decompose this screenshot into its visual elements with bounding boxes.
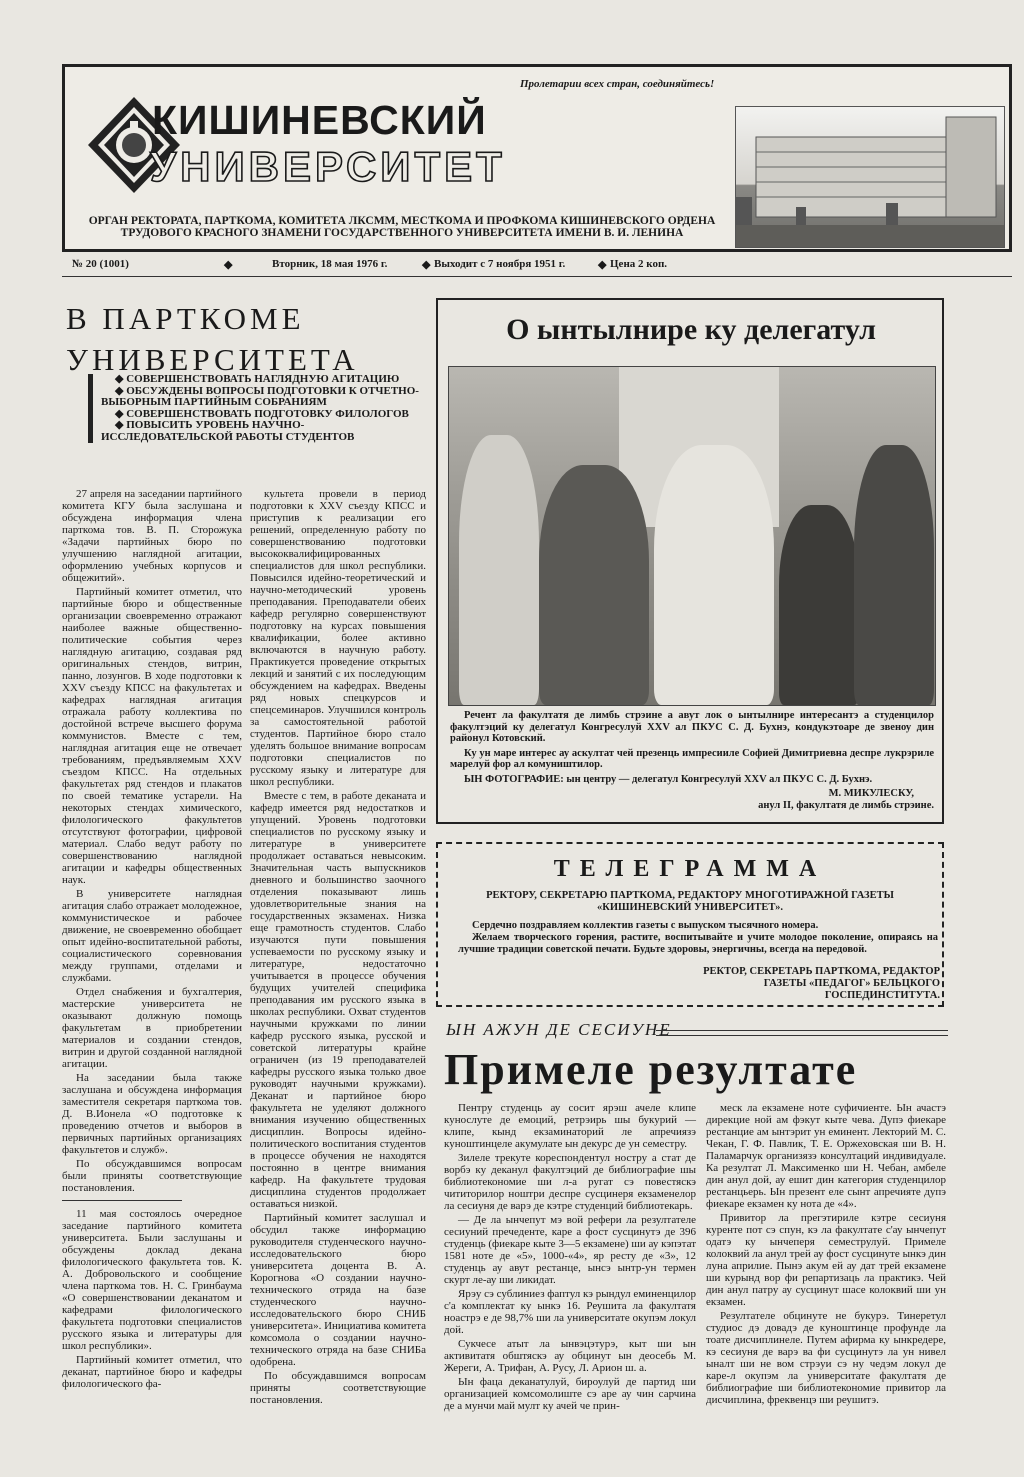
telegram-body: Сердечно поздравляем коллектив газеты с выпуском тысячного номера. Желаем творческого горения, растите, воспитывайте и учите молодое поколение, опираясь на лучшие традиции советской печати. Будьте здоровы, энергичны, всегда на передовой. [458, 920, 938, 955]
partkom-heading: В ПАРТКОМЕ УНИВЕРСИТЕТА [66, 301, 359, 377]
results-heading: Примеле резултате [444, 1045, 858, 1094]
masthead-slogan: Пролетарии всех стран, соединяйтесь! [520, 78, 715, 90]
diamond-icon: ◆ [598, 259, 607, 271]
masthead-organ-statement: ОРГАН РЕКТОРАТА, ПАРТКОМА, КОМИТЕТА ЛКСММ, МЕСТКОМА И ПРОФКОМА КИШИНЕВСКОГО ОРДЕНА ТРУДОВОГО КРАСНОГО ЗНАМЕНИ ГОСУДАРСТВЕННОГО УНИВЕРСИТЕТА ИМЕНИ В. И. ЛЕНИНА [88, 215, 716, 239]
partkom-bullet: ◆ СОВЕРШЕНСТВОВАТЬ НАГЛЯДНУЮ АГИТАЦИЮ [115, 373, 400, 385]
masthead-title-line1: КИШИНЕВСКИЙ [152, 97, 487, 143]
university-building-photo [735, 106, 1005, 248]
telegram-title: ТЕЛЕГРАММА [553, 856, 827, 882]
delegate-heading: О ынтылнире ку делегатул [506, 313, 876, 346]
masthead-rule [62, 276, 1012, 277]
photo-caption: ЫН ФОТОГРАФИЕ: ын центру — делегатул Конгресулуй XXV ал ПКУС С. Д. Бухнэ. [464, 773, 873, 785]
partkom-bullet: ◆ ПОВЫСИТЬ УРОВЕНЬ НАУЧНО-ИССЛЕДОВАТЕЛЬСКОЙ РАБОТЫ СТУДЕНТОВ [101, 419, 355, 443]
person-figure [539, 465, 649, 705]
partkom-column-1b: 11 мая состоялось очередное заседание партийного комитета университета. Были заслушаны и обсуждены доклад декана филологического факультета тов. К. А. Добровольского и сообщение члена парткома тов. Н. С. Гринбаума «О совершенствовании деканатом и кафедрами филологического факультета подготовки специалистов русского языка и литературы для школ республики». Партийный комитет отметил, что деканат, партийное бюро и кафедры филологического фа- [62, 1208, 242, 1390]
section-kicker: ЫН АЖУН ДЕ СЕСИУНЕ [446, 1020, 672, 1039]
person-figure [459, 435, 539, 705]
partkom-bullet-list [88, 374, 421, 443]
partkom-bullet: ◆ СОВЕРШЕНСТВОВАТЬ ПОДГОТОВКУ ФИЛОЛОГОВ [115, 407, 409, 420]
results-column-1: Пентру студенць ау сосит ярэш ачеле клипе кунослуте де емоций, ретрэирь шы букурий — клипе, кынд екзаминаторий ле апречиязэ куноштинцеле акумулате ын декурс де ун семестру. Зилеле трекуте кореспондентул ностру а стат де ворбэ ку деканул факултэций де библиографие шы библиотекономие ши л-а ругат сэ повестяскэ чититорилор ноштри деспре сусцинеря екзаменелор ла сесиуня де варэ де кэтре студенций библиотекарь. — Де ла ынчепут мэ вой рефери ла резултателе сесиуний пречеденте, каре а фост сусцинутэ де 396 студенць (фиекаре кыте 3—5 екзамене) ши ау кэпэтат 1581 ноте де «5», 1000-«4», яр ресту де «3», 12 студенць ау авут рестанце, ынсэ ынтр-ун термен скурт ле-ау ши ликидат. Ярэу сэ сублиниез фаптул кэ рындул еминенцилор с'а комплектат ку ынкэ 16. Реушита ла факултатя ноастрэ е де 98,7% ши ла университате окупэм локул дой. Сукчесе атыт ла ынвэцэтурэ, кыт ши ын активитатя обштяскэ ау обцинут ын деосебь М. Жереги, А. Трифан, А. Русу, Л. Арион ш. а. Ын фаца деканатулуй, бироулуй де партид ши организацией комсомолиште сэ аре ау чин сарчина де а мунчи май мулт ку ачей че прин- [444, 1102, 696, 1412]
author-info: анул II, факултатя де лимбь стрэине. [758, 799, 934, 811]
section-divider [62, 1200, 182, 1201]
partkom-bullet: ◆ ОБСУЖДЕНЫ ВОПРОСЫ ПОДГОТОВКИ К ОТЧЕТНО-ВЫБОРНЫМ ПАРТИЙНЫМ СОБРАНИЯМ [101, 384, 419, 408]
issue-date: Вторник, 18 мая 1976 г. [272, 258, 388, 270]
person-figure [779, 505, 859, 705]
results-column-2: меск ла екзамене ноте суфичиенте. Ын ачастэ дирекцие ной ам фэкут кыте чева. Дупэ фиекаре рестанцие ам ынтэрит ун еминент. Лекторий М. С. Чекан, Г. Ф. Павлик, Т. Е. Оржеховская ши В. Н. Паламарчук организязэ консултаций индивидуале. Ка резултат Л. Максименко ши Н. Чебан, амбеле дин анул дой, ау ешит дин категория студенцилор рестанцьерь. Ын презент еле сынт апречияте дупэ фиекаре екзамен ку нота де «4». Привитор ла прегэтириле кэтре сесиуня куренте пот сэ спун, кэ ла факултате с'ау ынчепут одатэ ку ынчеперя семеструлуй. Примеле колоквий ла анул трей ау фост сусцинуте ынкэ дин луна априлие. Пынэ акум ей ау дат трей екзамене ши курынд вор фи репартизаць ла практикэ. Чей дин анул патру ау сусцинут шасе колоквий ши ун екзамен. Резултателе обцинуте не букурэ. Тинеретул студиос дэ довадэ де куноштинце профунде ла тоате дисчиплинеле. Путем афирма ку ынкредере, кэ сесиуня де варэ ва фи сусцинутэ ла ун нивел ыналт ши не вом стрэуи сэ ну чедэм локул де каре-л окупэм ла университате факултатя де библиографие ши библиотекономие привитор ла дисчиплина, фреквенцэ ши реушитэ. [706, 1102, 946, 1406]
author-name: М. МИКУЛЕСКУ, [828, 788, 914, 799]
kicker-rule [656, 1030, 948, 1036]
delegate-photo [448, 366, 936, 706]
person-figure [854, 445, 934, 705]
partkom-column-1: 27 апреля на заседании партийного комитета КГУ была заслушана и обсуждена информация члена парткома тов. В. П. Сторожука «Задачи партийных бюро по улучшению наглядной агитации, оформлению учебных корпусов и общежитий». Партийный комитет отметил, что партийные бюро и общественные организации своевременно отражают наиболее важные общественно-политические события через наглядную агитацию, создавая ряд оригинальных стендов, витрин, панно, лозунгов. В ходе подготовки к XXV съезду КПСС на факультетах и кафедрах наглядная агитация отражала работу коллектива по достойной встрече высшего форума коммунистов. Вместе с тем, наглядная агитация еще не отвечает требованиям, предъявляемым XXV съездом КПСС. На отдельных факультетах ряд стендов и плакатов по своей тематике устарели. На некоторых стендах химического, филологического факультетов отсутствуют фотографии, цифровой материал. Слабо ведут работу по совершенствованию наглядной агитации и кафедры общественных наук. В университете наглядная агитация слабо отражает молодежное, коммунистическое и рабочее движение, не своевременно обобщает опыт идейно-воспитательной работы, социалистического соревнования между группами, отделами и службами. Отдел снабжения и бухгалтерия, мастерские университета не оказывают должную помощь факультетам в приобретении материалов и создании стендов, витрин и другой созданной наглядной агитации. На заседании была также заслушана и обсуждена информация заместителя секретаря парткома тов. Д. В.Ионела «О подготовке к проведению отчетов и выборов в первичных партийных организациях факультетов и служб». По обсуждавшимся вопросам были приняты соответствующие постановления. [62, 488, 242, 1194]
issue-since: Выходит с 7 ноября 1951 г. [434, 258, 566, 270]
delegate-caption: Речент ла факултатя де лимбь стрэине а авут лок о ынтылнире интересантэ а студенцилор факултэций ку делегатул Конгресулуй XXV ал ПКУС С. Д. Бухнэ, кондукэтоаре де звеноу дин районул Котовский. Ку ун маре интерес ау аскултат чей презенць импресииле Софией Димитриевна деспре лукрэриле марелуй фор ал комуништилор. ЫН ФОТОГРАФИЕ: ын центру — делегатул Конгресулуй XXV ал ПКУС С. Д. Бухнэ. М. МИКУЛЕСКУ, анул II, факултатя де лимбь стрэине. [450, 710, 934, 811]
issue-price: Цена 2 коп. [610, 258, 668, 270]
diamond-icon: ◆ [422, 259, 431, 271]
partkom-column-2: культета провели в период подготовки к XXV съезду КПСС и приступив к реализации его решений, определенную работу по совершенствованию подготовки высококвалифицированных специалистов для школ республики. Повысился идейно-теоретический и научно-методический уровень преподавания. Преподаватели обеих кафедр регулярно совершенствуют подготовку на курсах повышения квалификации, более активно включаются в научную работу. Практикуется проведение открытых лекций и занятий с их последующим обсуждением на кафедрах. Введены ряд новых спецкурсов и спецсеминаров. Улучшился контроль за самостоятельной работой студентов. Партийное бюро стало уделять большое внимание вопросам подготовки специалистов по русскому языку и литературе для школ республики. Вместе с тем, в работе деканата и кафедр имеется ряд недостатков и упущений. Уровень подготовки специалистов по русскому языку и литературе в университете продолжает оставаться невысоким. Значительная часть выпускников дневного и большинство заочного отделения показывают лишь удовлетворительные знания на государственных экзаменах. Низка еще грамотность студентов. Слабо изучаются пути повышения успеваемости по русскому языку и литературе, недостаточно учитывается в процессе обучения будущих учителей специфика преподавания им русского языка в школах республики. Охват студентов научными кружками по линии кафедр русского языка, русской и советской литературы крайне ограничен (из 19 преподавателей кафедры русского языка только двое руководят научными кружками). Деканат и партийное бюро факультета не уделяют должного внимания изучению общественных дисциплин. Вопросы идейно-политического воспитания студентов в процессе обучения не находятся постоянно в центре внимания кафедр. На факультете трудовая дисциплина студентов продолжает оставаться низкой. Партийный комитет заслушал и обсудил также информацию руководителя студенческого научно-исследовательского бюро университета доцента В. А. Корогнова «О создании научно-технического отряда на базе студенческого научно-исследовательского бюро СНИБ университета». Инициатива комитета комсомола о создании научно-технического отряда на базе СНИБа одобрена. По обсуждавшимся вопросам приняты соответствующие постановления. [250, 488, 426, 1406]
diamond-icon: ◆ [224, 259, 233, 271]
telegram-signature: РЕКТОР, СЕКРЕТАРЬ ПАРТКОМА, РЕДАКТОР ГАЗЕТЫ «ПЕДАГОГ» БЕЛЬЦКОГО ГОСПЕДИНСТИТУТА. [703, 966, 940, 1001]
person-figure [654, 445, 774, 705]
masthead-title-line2: УНИВЕРСИТЕТ [150, 143, 506, 190]
telegram-address: РЕКТОРУ, СЕКРЕТАРЮ ПАРТКОМА, РЕДАКТОРУ МНОГОТИРАЖНОЙ ГАЗЕТЫ «КИШИНЕВСКИЙ УНИВЕРСИТЕТ». [486, 890, 894, 913]
issue-number: № 20 (1001) [72, 258, 129, 270]
